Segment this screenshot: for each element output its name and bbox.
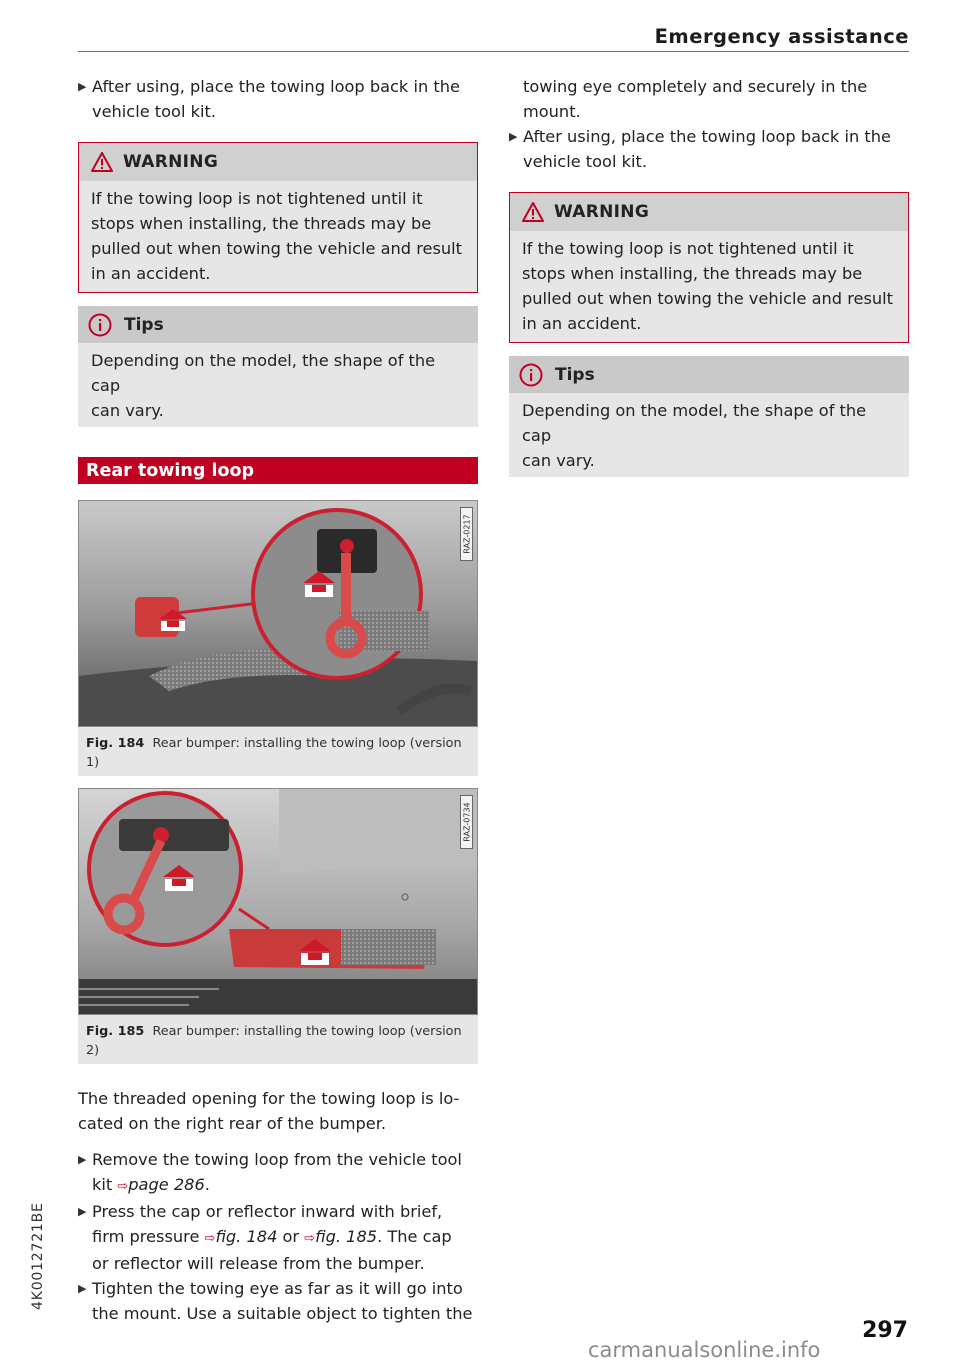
left-column (78, 74, 478, 1326)
document-code: 4K0012721BE (30, 1202, 46, 1310)
tips-header (78, 306, 478, 343)
tips-box (78, 306, 478, 427)
triangle-bullet-icon: ▶ (78, 1282, 87, 1295)
arrow-ref-icon: ⇨ (117, 1179, 129, 1194)
step-press-cap: ▶ Press the cap or reflector inward with brief, firm pressure ⇨fig. 184 or ⇨fig. 185. The cap or reflector will release from the bumper. (78, 1199, 478, 1276)
warning-header (510, 193, 908, 231)
figure-185 (78, 788, 478, 1064)
tips-label: Tips (555, 364, 595, 385)
step-tighten-eye: ▶ Tighten the towing eye as far as it will go into the mount. Use a suitable object to tighten the (78, 1276, 478, 1326)
rear-bumper-v2-image (79, 789, 477, 1014)
triangle-bullet-icon: ▶ (78, 80, 87, 93)
tips-label: Tips (124, 314, 164, 335)
warning-box (509, 192, 909, 343)
arrow-ref-icon: ⇨ (204, 1231, 216, 1246)
header-divider (78, 51, 909, 52)
warning-label: WARNING (123, 152, 219, 172)
page-number: 297 (862, 1318, 908, 1343)
right-column (509, 74, 909, 477)
step-place-back: ▶ After using, place the towing loop back in the vehicle tool kit. (78, 74, 478, 124)
figure-184 (78, 500, 478, 776)
watermark: carmanualsonline.info (588, 1338, 821, 1362)
step-continuation: towing eye completely and securely in the mount. (523, 77, 868, 121)
tips-box (509, 356, 909, 477)
fig-185-link[interactable]: fig. 185 (315, 1227, 378, 1246)
rear-bumper-v1-image (79, 501, 477, 726)
warning-header (79, 143, 477, 181)
warning-text: If the towing loop is not tightened until it stops when installing, the threads may be pulled out when towing the vehicle and result in an accident. (510, 231, 908, 342)
warning-triangle-icon (91, 152, 113, 172)
section-title-bar (78, 457, 478, 484)
info-circle-icon (519, 363, 543, 387)
fig-184-link[interactable]: fig. 184 (215, 1227, 278, 1246)
header-title: Emergency assistance (654, 25, 909, 48)
step-remove-loop: ▶ Remove the towing loop from the vehicle tool kit ⇨page 286. (78, 1147, 478, 1199)
figure-code: RAZ-0734 (460, 795, 473, 849)
tips-text: Depending on the model, the shape of the cap can vary. (509, 393, 909, 477)
step-place-back-right: ▶ After using, place the towing loop back in the vehicle tool kit. (509, 124, 909, 174)
figure-code: RAZ-0217 (460, 507, 473, 561)
arrow-ref-icon: ⇨ (304, 1231, 316, 1246)
info-circle-icon (88, 313, 112, 337)
triangle-bullet-icon: ▶ (509, 130, 518, 143)
figure-184-caption: Fig. 184 Rear bumper: installing the towing loop (version 1) (78, 727, 478, 776)
tips-header (509, 356, 909, 393)
warning-text: If the towing loop is not tightened until it stops when installing, the threads may be pulled out when towing the vehicle and result in an accident. (79, 181, 477, 292)
intro-paragraph: The threaded opening for the towing loop is lo- cated on the right rear of the bumper. (78, 1089, 460, 1133)
triangle-bullet-icon: ▶ (78, 1153, 87, 1166)
figure-184-illustration (78, 500, 478, 727)
warning-label: WARNING (554, 202, 650, 222)
triangle-bullet-icon: ▶ (78, 1205, 87, 1218)
figure-185-caption: Fig. 185 Rear bumper: installing the towing loop (version 2) (78, 1015, 478, 1064)
page-link[interactable]: page 286 (128, 1175, 205, 1194)
warning-triangle-icon (522, 202, 544, 222)
section-title: Rear towing loop (86, 460, 255, 481)
warning-box (78, 142, 478, 293)
tips-text: Depending on the model, the shape of the cap can vary. (78, 343, 478, 427)
figure-185-illustration (78, 788, 478, 1015)
